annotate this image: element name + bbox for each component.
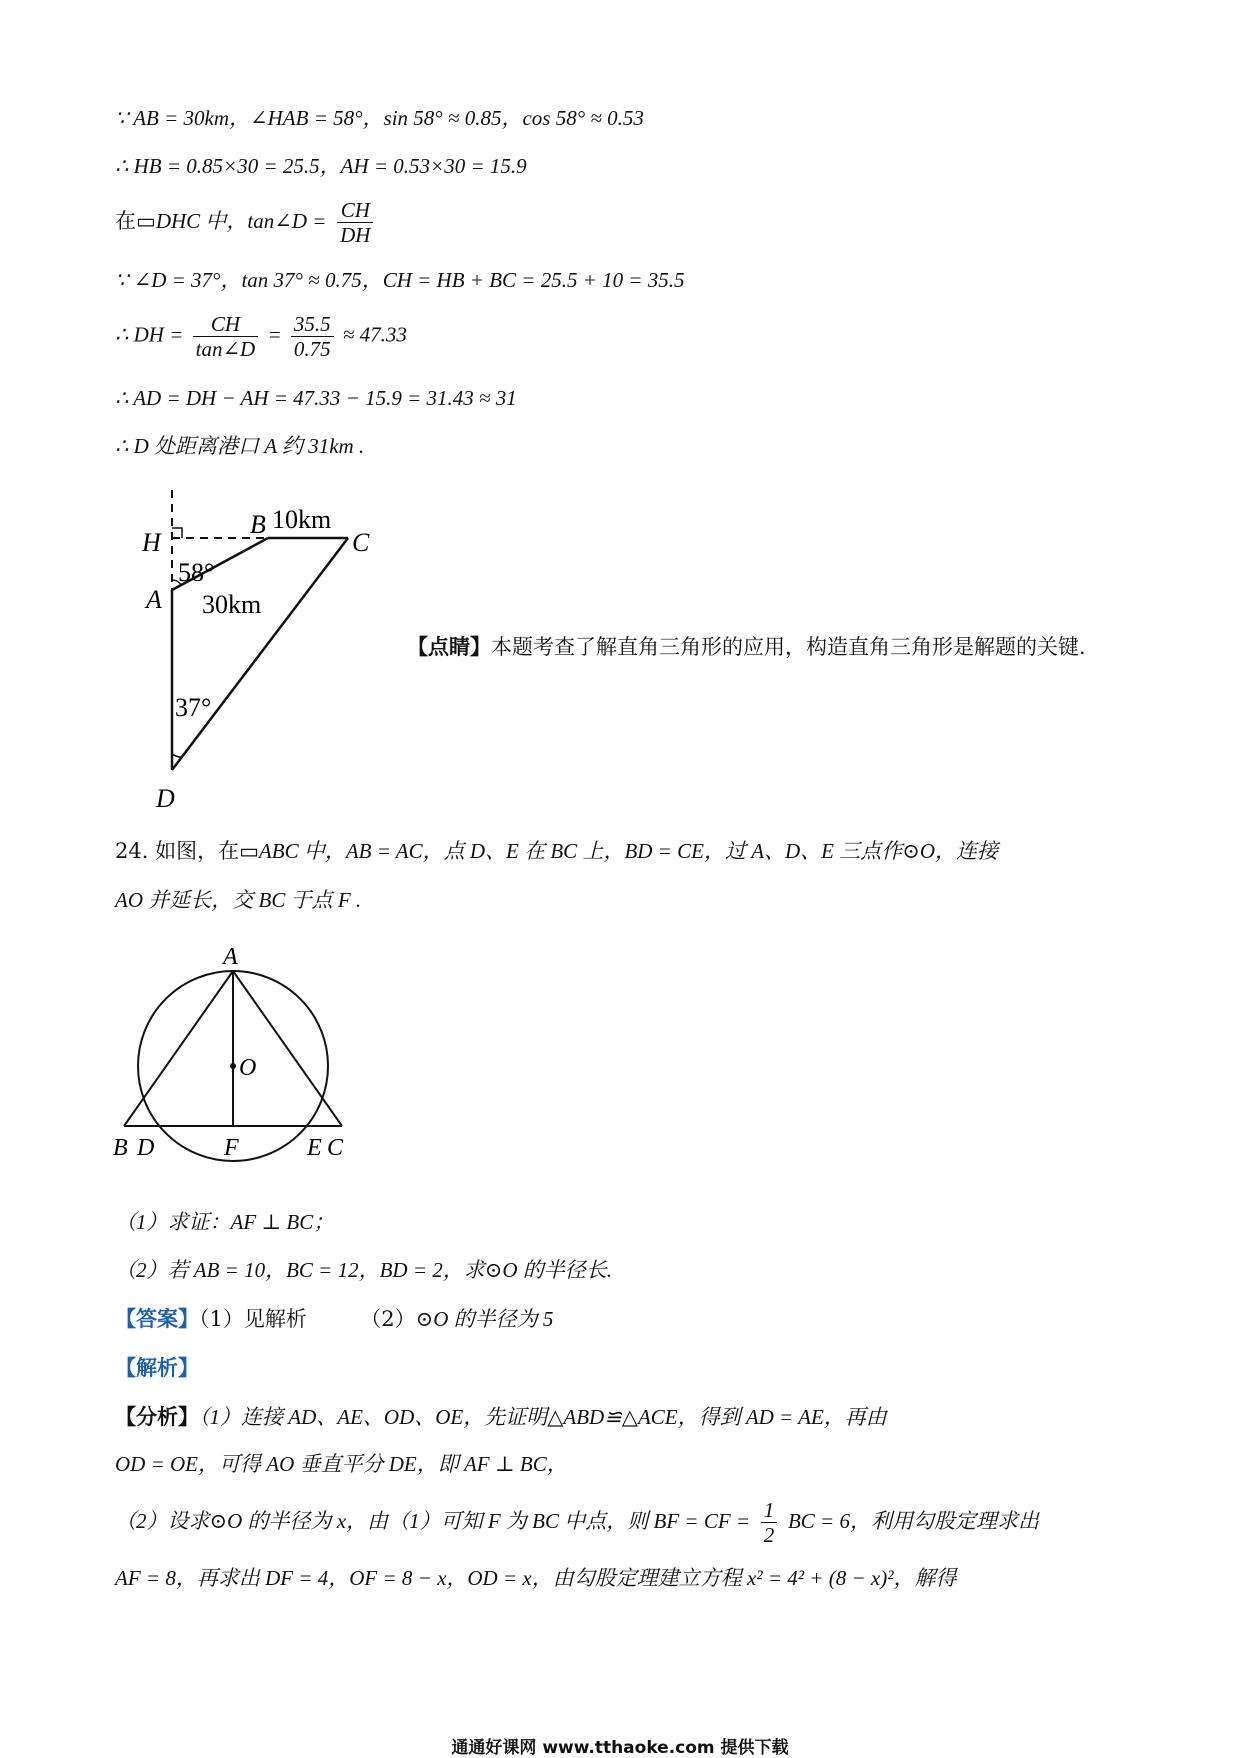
solution-line-4: ∵ ∠D = 37°，tan 37° ≈ 0.75，CH = HB + BC = 25.5 + 10 = 35.5 [115,268,685,292]
footer: 通通好课网 www.tthaoke.com 提供下载 [451,1738,789,1758]
denominator: 2 [763,1523,775,1548]
circle-symbol-icon: ⊙ [484,1258,503,1282]
text: （2）若 AB = 10，BC = 12，BD = 2，求 [115,1258,485,1282]
label-ab: 30km [202,590,262,619]
question-2 [115,1258,612,1283]
answer-line [115,1306,553,1332]
analysis-line-2: OD = OE，可得 AO 垂直平分 DE，即 AF ⊥ BC， [115,1452,568,1476]
numerator: CH [337,198,373,223]
text: O 的半径为 x，由（1）可知 F 为 BC 中点，则 BF = CF = [227,1509,751,1534]
comment-tag: 【点睛】 [407,634,491,659]
text: （1）连接 AD、AE、OD、OE，先证明△ABD≌△ACE，得到 AD = AE，再由 [199,1405,887,1429]
label-b: B [250,510,266,539]
analysis-tag: 【解析】 [115,1355,199,1380]
text: ABC 中，AB = AC，点 D、E 在 BC 上，BD = CE，过 A、D、E 三点作 [258,839,903,863]
label-angle-d: 37° [175,693,212,722]
triangle-symbol-icon: ▭ [239,839,259,863]
denominator: tan∠D [195,337,256,362]
text: ≈ 47.33 [342,322,407,347]
figure-circle-triangle [105,940,355,1165]
numerator: CH [193,312,259,337]
circle-symbol-icon: ⊙ [415,1307,434,1331]
analysis-line-1 [115,1404,887,1430]
angle-arc-d [172,754,182,757]
fraction [761,1498,778,1547]
text: BC = 6，利用勾股定理求出 [787,1509,1039,1534]
text: ∴ DH = [115,322,184,347]
text: （2）设求 [115,1509,210,1534]
circle-symbol-icon: ⊙ [209,1509,228,1534]
label-f: F [224,1135,239,1161]
text: O 的半径长. [502,1258,613,1282]
equals-sign: = [267,322,282,347]
solution-line-1: ∵ AB = 30km，∠HAB = 58°，sin 58° ≈ 0.85，cos 58° ≈ 0.53 [115,106,644,130]
solution-line-5 [115,312,407,361]
answer-2: O 的半径为 5 [433,1307,554,1331]
problem-24-line-2: AO 并延长，交 BC 于点 F . [115,888,362,912]
right-angle-mark [172,528,182,538]
label-a: A [146,585,162,614]
answer-1: （1）见解析 [199,1307,307,1331]
fraction [291,312,334,361]
figure-triangle-adc [130,485,390,825]
label-o: O [239,1055,257,1081]
label-bc: 10km [272,505,332,534]
comment [407,634,1086,660]
comment-text: 本题考查了解直角三角形的应用，构造直角三角形是解题的关键. [491,635,1086,659]
text-prefix: 在 [115,209,136,234]
analysis-line-4: AF = 8，再求出 DF = 4，OF = 8 − x，OD = x，由勾股定理建立方程 x² = 4² + (8 − x)²，解得 [115,1566,957,1590]
answer-2-prefix: （2） [360,1307,416,1331]
label-d: D [156,784,175,813]
label-c: C [327,1135,344,1161]
analysis-line-3 [115,1498,1039,1547]
question-1: （1）求证：AF ⊥ BC； [115,1210,335,1234]
fraction [337,198,373,247]
denominator: DH [340,223,371,248]
solution-line-2: ∴ HB = 0.85×30 = 25.5，AH = 0.53×30 = 15.9 [115,154,527,178]
label-angle-a: 58° [178,558,215,587]
numerator: 35.5 [291,312,334,337]
circle-symbol-icon: ⊙ [902,839,920,863]
text: DHC 中，tan∠D = [155,209,327,234]
problem-24-line-1 [115,839,998,864]
label-h: H [142,528,161,557]
label-e: E [307,1135,322,1161]
label-b: B [113,1135,128,1161]
numerator: 1 [761,1498,778,1523]
label-a: A [223,944,238,970]
fenxi-tag: 【分析】 [115,1404,199,1429]
solution-line-3 [115,198,377,247]
center-dot [230,1063,236,1069]
text: 24. 如图，在 [115,839,240,863]
label-d: D [137,1135,155,1161]
answer-tag: 【答案】 [115,1306,199,1331]
solution-line-7: ∴ D 处距离港口 A 约 31km . [115,434,365,458]
fraction [193,312,259,361]
label-c: C [352,528,370,557]
solution-line-6: ∴ AD = DH − AH = 47.33 − 15.9 = 31.43 ≈ 31 [115,386,517,410]
text: O，连接 [919,839,999,863]
denominator: 0.75 [293,337,331,362]
analysis-tag-line [115,1355,199,1381]
triangle-symbol-icon: ▭ [136,209,156,234]
